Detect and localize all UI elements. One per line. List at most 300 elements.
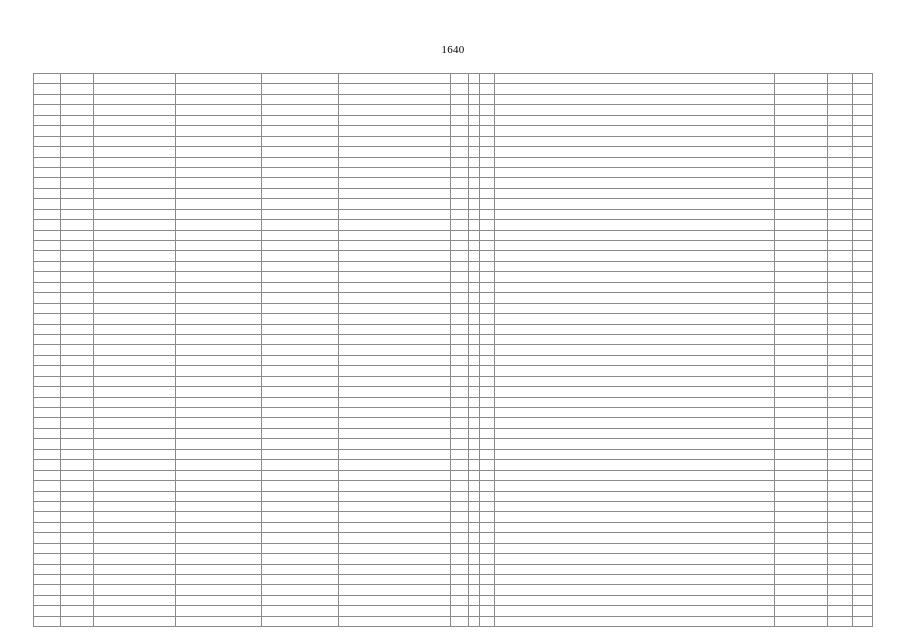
cell-settlement [175,84,262,94]
cell-id [34,136,61,146]
cell-code [60,157,94,167]
cell-municipality [262,491,338,501]
cell-start [828,84,852,94]
cell-municipality [262,136,338,146]
cell-start [828,491,852,501]
cell-work-type [494,84,774,94]
table-row [34,94,873,104]
cell-district [94,376,176,386]
cell-end [852,543,872,553]
cell-code [60,533,94,543]
cell-municipality [262,241,338,251]
cell-district [94,74,176,84]
cell-extra [775,178,828,188]
table-row [34,272,873,282]
cell-building [469,324,480,334]
table-row [34,397,873,407]
cell-start-year [480,564,494,574]
cell-end [852,167,872,177]
cell-code [60,126,94,136]
cell-start [828,220,852,230]
cell-extra [775,334,828,344]
cell-settlement [175,449,262,459]
cell-house [450,261,468,271]
cell-settlement [175,481,262,491]
table-row [34,314,873,324]
cell-end [852,428,872,438]
table-row [34,282,873,292]
cell-street [338,554,450,564]
cell-end [852,595,872,605]
cell-extra [775,136,828,146]
cell-code [60,303,94,313]
cell-building [469,606,480,616]
cell-start-year [480,345,494,355]
cell-municipality [262,554,338,564]
cell-building [469,178,480,188]
cell-work-type [494,199,774,209]
cell-settlement [175,387,262,397]
cell-start [828,595,852,605]
cell-house [450,470,468,480]
cell-municipality [262,199,338,209]
cell-end [852,616,872,626]
cell-district [94,408,176,418]
cell-start [828,74,852,84]
cell-municipality [262,355,338,365]
table-row [34,126,873,136]
cell-house [450,94,468,104]
cell-work-type [494,105,774,115]
cell-street [338,564,450,574]
cell-settlement [175,575,262,585]
cell-house [450,303,468,313]
cell-start [828,105,852,115]
cell-work-type [494,167,774,177]
cell-street [338,167,450,177]
cell-district [94,220,176,230]
cell-extra [775,220,828,230]
cell-work-type [494,439,774,449]
cell-house [450,230,468,240]
cell-id [34,314,61,324]
cell-street [338,272,450,282]
cell-extra [775,157,828,167]
cell-code [60,585,94,595]
cell-extra [775,147,828,157]
cell-settlement [175,261,262,271]
cell-work-type [494,501,774,511]
table-row [34,147,873,157]
cell-end [852,314,872,324]
cell-settlement [175,126,262,136]
cell-end [852,533,872,543]
cell-district [94,147,176,157]
cell-street [338,126,450,136]
cell-building [469,105,480,115]
cell-code [60,449,94,459]
cell-building [469,575,480,585]
cell-district [94,126,176,136]
cell-start [828,115,852,125]
cell-house [450,428,468,438]
cell-start-year [480,491,494,501]
cell-start [828,616,852,626]
cell-settlement [175,543,262,553]
cell-street [338,397,450,407]
cell-building [469,387,480,397]
table-row [34,585,873,595]
cell-work-type [494,74,774,84]
cell-end [852,178,872,188]
cell-district [94,178,176,188]
cell-municipality [262,606,338,616]
table-row [34,595,873,605]
cell-municipality [262,230,338,240]
cell-code [60,522,94,532]
cell-district [94,522,176,532]
cell-code [60,115,94,125]
cell-extra [775,501,828,511]
cell-work-type [494,355,774,365]
cell-work-type [494,157,774,167]
cell-end [852,470,872,480]
cell-municipality [262,334,338,344]
cell-building [469,408,480,418]
cell-building [469,481,480,491]
cell-id [34,209,61,219]
cell-street [338,241,450,251]
cell-municipality [262,366,338,376]
cell-house [450,178,468,188]
cell-id [34,178,61,188]
cell-end [852,387,872,397]
cell-extra [775,564,828,574]
cell-end [852,585,872,595]
cell-district [94,501,176,511]
cell-code [60,355,94,365]
cell-street [338,293,450,303]
cell-code [60,595,94,605]
cell-start-year [480,105,494,115]
table-row [34,74,873,84]
cell-settlement [175,157,262,167]
cell-district [94,449,176,459]
table-row [34,543,873,553]
cell-start-year [480,84,494,94]
cell-start-year [480,501,494,511]
table-row [34,522,873,532]
cell-work-type [494,564,774,574]
cell-street [338,199,450,209]
cell-street [338,575,450,585]
cell-building [469,345,480,355]
cell-district [94,595,176,605]
table-row [34,387,873,397]
cell-code [60,147,94,157]
cell-start [828,366,852,376]
cell-extra [775,115,828,125]
cell-end [852,408,872,418]
cell-extra [775,543,828,553]
cell-end [852,522,872,532]
table-row [34,376,873,386]
cell-code [60,84,94,94]
cell-settlement [175,167,262,177]
cell-building [469,522,480,532]
cell-start [828,199,852,209]
cell-code [60,376,94,386]
cell-id [34,147,61,157]
cell-start-year [480,533,494,543]
cell-street [338,449,450,459]
cell-district [94,418,176,428]
cell-code [60,543,94,553]
cell-start-year [480,261,494,271]
cell-street [338,230,450,240]
cell-district [94,460,176,470]
table-row [34,293,873,303]
cell-house [450,585,468,595]
cell-end [852,282,872,292]
cell-start [828,564,852,574]
cell-street [338,209,450,219]
cell-district [94,533,176,543]
cell-settlement [175,606,262,616]
cell-extra [775,345,828,355]
cell-settlement [175,314,262,324]
cell-id [34,376,61,386]
cell-extra [775,408,828,418]
cell-building [469,115,480,125]
cell-settlement [175,293,262,303]
cell-extra [775,575,828,585]
cell-end [852,241,872,251]
cell-house [450,616,468,626]
cell-extra [775,428,828,438]
cell-district [94,439,176,449]
cell-district [94,261,176,271]
cell-municipality [262,616,338,626]
cell-extra [775,303,828,313]
cell-code [60,366,94,376]
cell-id [34,481,61,491]
cell-end [852,355,872,365]
cell-end [852,481,872,491]
cell-id [34,303,61,313]
cell-end [852,606,872,616]
cell-house [450,74,468,84]
cell-district [94,543,176,553]
cell-code [60,481,94,491]
cell-start-year [480,522,494,532]
cell-id [34,167,61,177]
cell-district [94,470,176,480]
cell-work-type [494,272,774,282]
cell-extra [775,282,828,292]
cell-house [450,241,468,251]
cell-municipality [262,157,338,167]
cell-district [94,105,176,115]
cell-start [828,230,852,240]
cell-street [338,282,450,292]
cell-building [469,303,480,313]
cell-building [469,355,480,365]
cell-building [469,564,480,574]
cell-house [450,606,468,616]
cell-extra [775,449,828,459]
cell-id [34,595,61,605]
cell-municipality [262,387,338,397]
cell-work-type [494,543,774,553]
cell-code [60,209,94,219]
table-row [34,188,873,198]
cell-extra [775,376,828,386]
cell-end [852,209,872,219]
cell-code [60,418,94,428]
cell-code [60,188,94,198]
table-row [34,115,873,125]
cell-work-type [494,606,774,616]
cell-work-type [494,126,774,136]
table-row [34,334,873,344]
cell-house [450,282,468,292]
cell-municipality [262,345,338,355]
cell-start [828,261,852,271]
cell-settlement [175,564,262,574]
cell-end [852,126,872,136]
cell-work-type [494,241,774,251]
cell-id [34,334,61,344]
cell-extra [775,126,828,136]
cell-house [450,334,468,344]
cell-work-type [494,408,774,418]
cell-start [828,501,852,511]
cell-house [450,376,468,386]
cell-extra [775,460,828,470]
cell-id [34,293,61,303]
cell-start [828,460,852,470]
cell-start-year [480,449,494,459]
cell-building [469,533,480,543]
cell-start-year [480,293,494,303]
cell-start-year [480,272,494,282]
cell-end [852,564,872,574]
cell-street [338,136,450,146]
table-row [34,512,873,522]
cell-extra [775,397,828,407]
cell-district [94,397,176,407]
cell-id [34,251,61,261]
table-row [34,251,873,261]
cell-start [828,188,852,198]
cell-municipality [262,251,338,261]
cell-house [450,126,468,136]
cell-code [60,554,94,564]
cell-id [34,126,61,136]
cell-district [94,272,176,282]
cell-extra [775,366,828,376]
cell-municipality [262,105,338,115]
cell-work-type [494,575,774,585]
cell-start-year [480,366,494,376]
cell-street [338,355,450,365]
cell-municipality [262,595,338,605]
cell-street [338,314,450,324]
cell-id [34,554,61,564]
cell-end [852,449,872,459]
cell-work-type [494,449,774,459]
cell-start [828,324,852,334]
cell-code [60,136,94,146]
cell-building [469,167,480,177]
cell-building [469,366,480,376]
cell-municipality [262,564,338,574]
cell-id [34,115,61,125]
cell-building [469,501,480,511]
table-row [34,418,873,428]
cell-district [94,293,176,303]
cell-id [34,543,61,553]
cell-extra [775,84,828,94]
cell-code [60,408,94,418]
cell-municipality [262,543,338,553]
cell-building [469,261,480,271]
cell-building [469,74,480,84]
cell-end [852,230,872,240]
cell-end [852,157,872,167]
cell-building [469,554,480,564]
cell-building [469,282,480,292]
cell-end [852,84,872,94]
cell-work-type [494,314,774,324]
cell-start-year [480,439,494,449]
cell-extra [775,355,828,365]
cell-work-type [494,595,774,605]
cell-settlement [175,209,262,219]
cell-district [94,136,176,146]
cell-start [828,147,852,157]
table-row [34,366,873,376]
register-table-body [34,74,873,627]
cell-municipality [262,84,338,94]
cell-house [450,251,468,261]
cell-work-type [494,220,774,230]
cell-start [828,449,852,459]
cell-street [338,94,450,104]
cell-district [94,251,176,261]
cell-house [450,397,468,407]
cell-start-year [480,94,494,104]
cell-street [338,470,450,480]
cell-district [94,387,176,397]
cell-district [94,303,176,313]
table-row [34,199,873,209]
cell-district [94,199,176,209]
cell-street [338,157,450,167]
cell-id [34,84,61,94]
cell-municipality [262,282,338,292]
cell-settlement [175,501,262,511]
cell-end [852,491,872,501]
cell-id [34,470,61,480]
cell-work-type [494,303,774,313]
cell-id [34,616,61,626]
cell-municipality [262,585,338,595]
cell-extra [775,199,828,209]
cell-start [828,439,852,449]
cell-district [94,585,176,595]
